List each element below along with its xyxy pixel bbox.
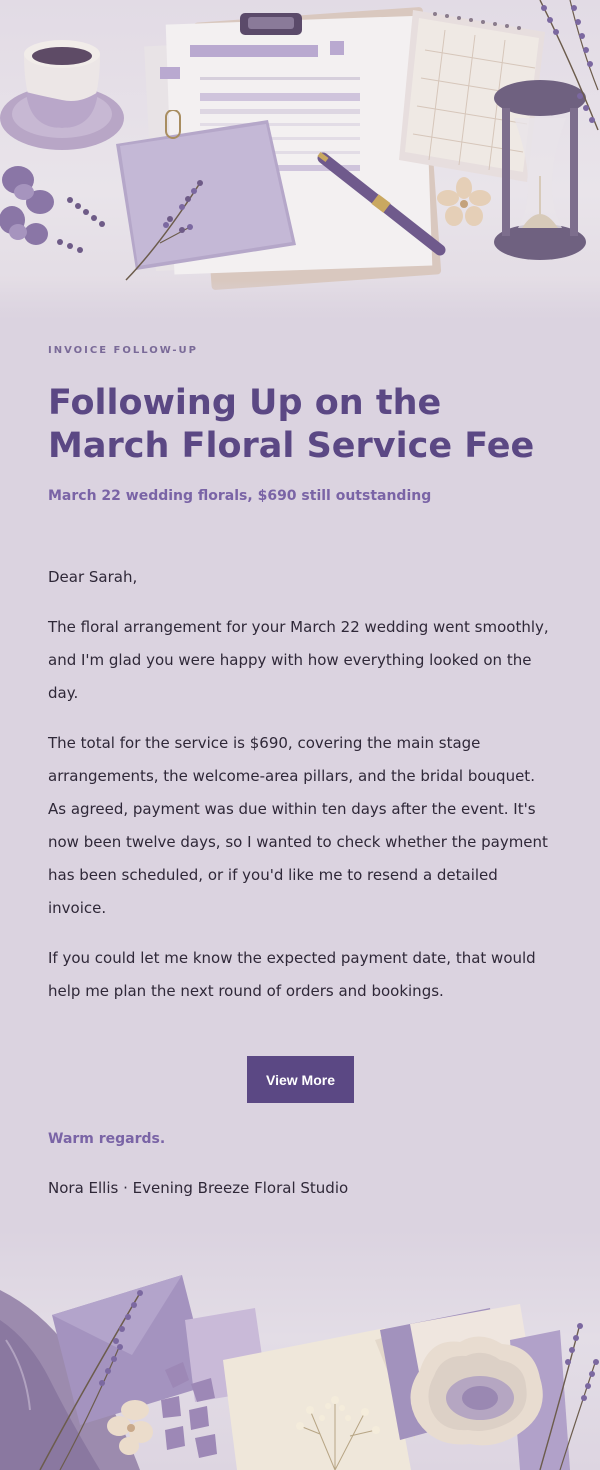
signature: Nora Ellis · Evening Breeze Floral Studio xyxy=(48,1179,349,1197)
footer-illustration xyxy=(0,1230,600,1470)
hero-illustration xyxy=(0,0,600,320)
babys-breath-icon xyxy=(280,1390,390,1470)
lavender-sprig-icon xyxy=(530,1320,600,1470)
email-subtitle: March 22 wedding florals, $690 still outstanding xyxy=(48,488,432,504)
eyebrow-label: INVOICE FOLLOW-UP xyxy=(48,345,198,356)
greeting: Dear Sarah, xyxy=(48,568,138,586)
signoff: Warm regards. xyxy=(48,1131,166,1147)
body-paragraph: The total for the service is $690, covering the main stage arrangements, the welcome-area pillars, and the bridal bouquet. As agreed, payment was due within ten days after the event. It's now been twelve days, so I wanted to check whether the payment has been scheduled, or if you'd like me to resend a detailed invoice. xyxy=(48,734,548,917)
body-paragraph: The floral arrangement for your March 22 wedding went smoothly, and I'm glad you were happy with how everything looked on the day. xyxy=(48,618,549,702)
ceramic-dish-icon xyxy=(400,1330,550,1450)
view-more-button[interactable]: View More xyxy=(247,1056,354,1103)
dried-flower-icon xyxy=(436,176,492,228)
hydrangea-flower-icon xyxy=(0,162,115,267)
lavender-sprig-icon xyxy=(20,1285,150,1470)
email-title: Following Up on the March Floral Service Fee xyxy=(48,383,535,466)
lavender-sprig-icon xyxy=(520,0,600,140)
body-paragraph: If you could let me know the expected payment date, that would help me plan the next round of orders and bookings. xyxy=(48,949,536,1000)
lavender-sprig-icon xyxy=(120,175,210,285)
